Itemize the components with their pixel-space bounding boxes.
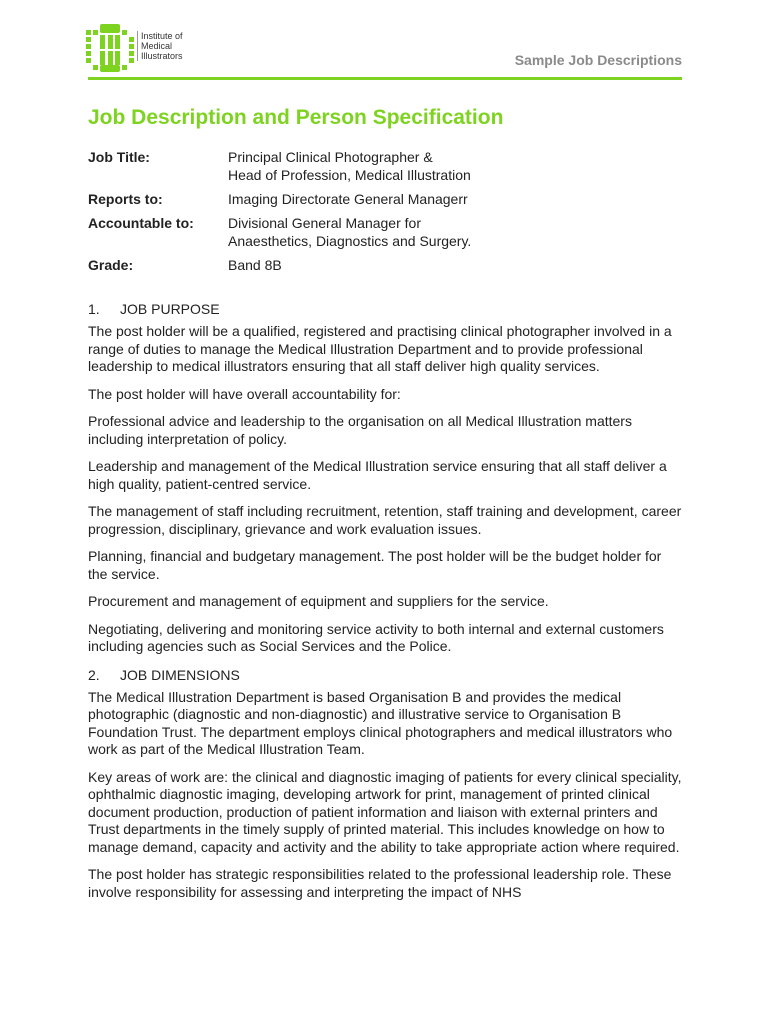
field-grade [88,256,682,274]
section-number: 1. [88,301,100,317]
field-value [228,148,682,184]
field-value-line: Divisional General Manager for [228,215,421,231]
paragraph: The management of staff including recruitment, retention, staff training and development, career progression, disciplinary, grievance and work evaluation issues. [88,503,682,537]
field-value-line: Principal Clinical Photographer & [228,149,433,165]
paragraph: Procurement and management of equipment and suppliers for the service. [88,593,549,609]
field-value [228,214,682,250]
field-value [228,256,682,274]
field-value-line: Band 8B [228,257,282,273]
field-label: Reports to: [88,191,163,207]
section-heading-job-dimensions [88,666,682,684]
job-fields [88,148,682,274]
logo-wordmark [137,31,183,61]
field-job-title [88,148,682,184]
paragraph: Leadership and management of the Medical Illustration service ensuring that all staff deliver a high quality, patient-centred service. [88,458,667,492]
field-label: Accountable to: [88,215,194,231]
field-reports-to [88,190,682,208]
logo-line: Medical [141,41,173,51]
paragraph: Planning, financial and budgetary management. The post holder will be the budget holder for the service. [88,548,662,582]
field-value-line: Imaging Directorate General Managerr [228,191,468,207]
document-body [88,106,682,911]
field-label: Grade: [88,257,134,273]
header-divider [88,77,682,80]
section-title: JOB DIMENSIONS [120,666,240,683]
paragraph: Professional advice and leadership to the organisation on all Medical Illustration matters including interpretation of policy. [88,413,632,447]
field-accountable-to [88,214,682,250]
section-number: 2. [88,666,100,683]
paragraph: Key areas of work are: the clinical and diagnostic imaging of patients for every clinical speciality, ophthalmic diagnostic imaging, developing artwork for print, management of printed clinical document production, production of patient information and liaison with external printers and Trust departments in the timely supply of printed material. This includes knowledge on how to manage demand, capacity and activity and the ability to take appropriate action where required. [88,768,682,855]
field-value-line: Anaesthetics, Diagnostics and Surgery. [228,233,472,249]
paragraph: The post holder has strategic responsibilities related to the professional leadership role. These involve responsibility for assessing and interpreting the impact of NHS [88,866,672,900]
imi-logo-icon [86,24,134,72]
field-value [228,190,682,208]
document-title: Job Description and Person Specification [88,106,504,129]
paragraph: Negotiating, delivering and monitoring service activity to both internal and external customers including agencies such as Social Services and the Police. [88,620,664,654]
field-value-line: Head of Profession, Medical Illustration [228,167,471,183]
section-heading-job-purpose [88,300,682,318]
logo-line: Institute of [141,31,183,41]
section-title: JOB PURPOSE [120,301,220,317]
field-label: Job Title: [88,149,150,165]
paragraph: The Medical Illustration Department is based Organisation B and provides the medical photographic (diagnostic and non-diagnostic) and illustrative service to Organisation B Foundation Trust. The department employs clinical photographers and medical illustrators who work as part of the Medical Illustration Team. [88,688,673,757]
page-header [0,0,770,82]
logo-line: Illustrators [141,51,183,61]
header-title: Sample Job Descriptions [514,52,682,68]
paragraph: The post holder will have overall accountability for: [88,385,401,402]
paragraph: The post holder will be a qualified, registered and practising clinical photographer involved in a range of duties to manage the Medical Illustration Department and to provide professional leadership to medical illustrators ensuring that all staff deliver high quality services. [88,323,672,374]
